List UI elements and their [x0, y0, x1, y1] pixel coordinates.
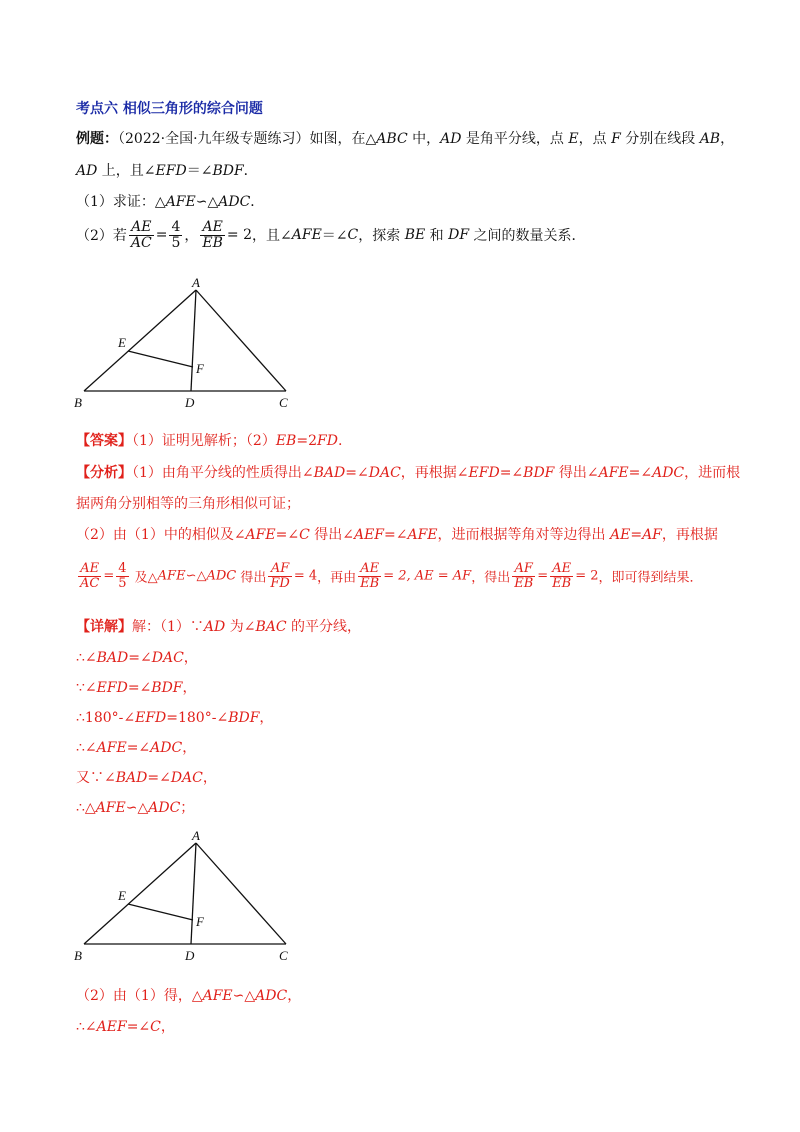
fraction-ae-eb-2 [550, 562, 573, 590]
text: BAD [115, 770, 148, 786]
text: =∠ [275, 527, 300, 543]
text: DAC [170, 770, 203, 786]
heading-text: 考点六 相似三角形的综合问题 [76, 101, 263, 117]
text: ， [183, 650, 198, 666]
segment-df: DF [448, 227, 470, 244]
text: C [299, 527, 310, 543]
numerator: AE [78, 562, 101, 577]
text: . [337, 433, 343, 449]
text: = [103, 568, 115, 584]
text: =∠ [147, 770, 171, 786]
text: = 2, AE = AF [383, 568, 472, 584]
numerator: AF [268, 562, 291, 577]
text: AF [642, 527, 662, 543]
example-line-2 [76, 160, 258, 180]
text: ∴∠ [76, 1019, 97, 1035]
denominator: AC [80, 575, 100, 591]
text: 又∵∠ [76, 770, 116, 786]
text: （2）由（1）中的相似及∠ [76, 527, 246, 543]
text: ， [160, 1019, 175, 1035]
numerator: AE [129, 220, 154, 236]
detail-line-3 [76, 677, 197, 697]
label-c: C [279, 948, 288, 963]
analysis-line-1 [76, 462, 740, 482]
text: ，点 [578, 131, 612, 147]
detail-line-6 [76, 767, 217, 787]
text: ADC [148, 800, 181, 816]
text: ，探索 [358, 228, 405, 245]
text: =∠ [126, 1019, 151, 1035]
text: ． [243, 163, 258, 179]
text: = [537, 568, 549, 584]
text: AFE [245, 527, 276, 543]
triangle-figure-1 [70, 275, 300, 415]
text: 解：（1）∵ [132, 619, 204, 635]
text: AFE [96, 740, 127, 756]
text: 得出∠ [554, 465, 599, 481]
text: =∠ [345, 465, 369, 481]
angle-efd: EFD [155, 163, 187, 179]
detail-line-1 [76, 616, 361, 636]
text: ，再由 [317, 570, 357, 586]
text: ∴∠ [76, 740, 97, 756]
side-ac [196, 843, 286, 944]
fraction-4-5 [116, 562, 128, 590]
denominator: 5 [118, 575, 127, 591]
angle-afe: AFE [291, 227, 322, 244]
segment-ad: AD [440, 131, 462, 147]
text: BDF [228, 710, 260, 726]
text: AEF [96, 1019, 127, 1035]
text: 据两角分别相等的三角形相似可证； [76, 496, 300, 512]
text: 为∠ [225, 619, 256, 635]
text: （1）证明见解析；（2） [132, 433, 276, 449]
fraction-ae-ac [129, 220, 154, 250]
fraction-af-eb [512, 562, 535, 590]
point-f: F [611, 131, 621, 147]
text: = 4 [293, 568, 318, 584]
angle-c: C [347, 227, 359, 244]
denominator: FD [270, 575, 290, 591]
text: ＝∠ [321, 228, 348, 245]
text: EFD [96, 680, 128, 696]
text: DAC [151, 650, 184, 666]
denominator: EB [552, 575, 572, 591]
text: DAC [368, 465, 401, 481]
label-f: F [196, 361, 204, 376]
detail-line-2 [76, 647, 198, 667]
side-ab [84, 290, 196, 391]
text: = [155, 227, 168, 244]
text: =∠ [384, 527, 408, 543]
text: ∽△ [232, 988, 256, 1004]
text: ，进而根据等角对等边得出 [437, 527, 610, 543]
text: ，进而根 [684, 465, 741, 481]
text: （1）求证：△ [76, 194, 166, 210]
text: AFE [157, 568, 186, 584]
text: ADC [206, 568, 237, 584]
text: 分别在线段 [620, 131, 700, 147]
text: ∵∠ [76, 680, 97, 696]
text: ，再根据 [661, 527, 718, 543]
label-c: C [279, 395, 288, 410]
text: ∴180°-∠ [76, 710, 136, 726]
fraction-ae-eb [358, 562, 381, 590]
analysis-line-4 [76, 562, 703, 590]
text: AE [609, 527, 631, 543]
analysis-line-3 [76, 524, 718, 544]
angle-bdf: BDF [212, 163, 244, 179]
label-b: B [74, 948, 82, 963]
text: ， [287, 988, 302, 1004]
text: =∠ [128, 650, 152, 666]
segment-ef [128, 351, 193, 367]
label-a: A [192, 275, 200, 290]
text: 和 [425, 228, 449, 245]
text: =∠ [499, 465, 524, 481]
detail-line-9 [76, 1016, 175, 1036]
text: = [630, 527, 643, 543]
text: 中， [407, 131, 441, 147]
text: ． [250, 194, 265, 210]
point-e: E [568, 131, 579, 147]
segment-ab: AB [699, 131, 721, 147]
label-a: A [192, 828, 200, 843]
text: ∽△ [185, 568, 207, 584]
section-heading [76, 98, 263, 118]
detail-tag: 【详解】 [76, 619, 132, 635]
text: ， [182, 740, 197, 756]
text: ； [180, 800, 195, 816]
fraction-ae-ac [78, 562, 101, 590]
text: =∠ [127, 680, 152, 696]
text: AD [203, 619, 226, 635]
text: BAD [313, 465, 346, 481]
text: AFE [407, 527, 438, 543]
text: 上，且∠ [97, 163, 156, 179]
text: ∽△ [125, 800, 149, 816]
numerator: AE [200, 220, 225, 236]
detail-line-4 [76, 707, 273, 727]
text: BAD [96, 650, 129, 666]
text: EFD [468, 465, 500, 481]
text: ， [184, 228, 199, 245]
triangle-afe: AFE [165, 194, 196, 210]
fraction-4-5 [169, 220, 182, 250]
text: BDF [523, 465, 555, 481]
example-line-1 [76, 128, 734, 148]
label-e: E [118, 335, 126, 350]
text: 的平分线， [286, 619, 362, 635]
text: ADC [150, 740, 183, 756]
triangle-adc: ADC [218, 194, 251, 210]
text: ， [259, 710, 274, 726]
label-e: E [118, 888, 126, 903]
example-source: （2022·全国·九年级专题练习）如图，在△ [118, 131, 377, 147]
segment-ad: AD [76, 163, 98, 179]
text: BAC [255, 619, 287, 635]
text: 得出 [236, 570, 267, 586]
segment-be: BE [404, 227, 426, 244]
numerator: AF [512, 562, 535, 577]
text: AFE [598, 465, 629, 481]
denominator: 5 [171, 234, 181, 251]
text: =∠ [628, 465, 653, 481]
answer-line [76, 430, 342, 450]
text: ＝∠ [186, 163, 213, 179]
text: =2 [296, 433, 317, 449]
detail-line-8 [76, 985, 301, 1005]
numerator: 4 [171, 219, 181, 235]
text: =180°-∠ [166, 710, 229, 726]
text: = 2 [575, 568, 599, 584]
numerator: AE [358, 562, 381, 577]
triangle-figure-2 [70, 828, 300, 968]
label-d: D [185, 948, 195, 963]
fraction-ae-eb [200, 220, 225, 250]
label-b: B [74, 395, 82, 410]
denominator: EB [514, 575, 534, 591]
text: 之间的数量关系． [469, 228, 586, 245]
text: EFD [135, 710, 167, 726]
text: FD [316, 433, 338, 449]
text: =∠ [126, 740, 151, 756]
analysis-tag: 【分析】 [76, 465, 132, 481]
text: = 2 [226, 227, 253, 244]
text: C [150, 1019, 161, 1035]
text: AFE [95, 800, 126, 816]
numerator: AE [550, 562, 573, 577]
text: 是角平分线，点 [461, 131, 569, 147]
detail-line-7 [76, 797, 194, 817]
text: ， [202, 770, 217, 786]
numerator: 4 [118, 561, 127, 576]
text: ，得出 [471, 570, 511, 586]
analysis-line-2 [76, 493, 300, 513]
question-1 [76, 191, 264, 211]
text: ，即可得到结果． [598, 570, 703, 586]
text: （1）由角平分线的性质得出∠ [132, 465, 314, 481]
side-ac [196, 290, 286, 391]
text: ，且∠ [252, 228, 292, 245]
text: ， [720, 131, 735, 147]
label-d: D [185, 395, 195, 410]
text: ∴△ [76, 800, 96, 816]
fraction-af-fd [268, 562, 291, 590]
text: ∴∠ [76, 650, 97, 666]
label-f: F [196, 914, 204, 929]
segment-ef [128, 904, 193, 920]
side-ab [84, 843, 196, 944]
text: EB [275, 433, 297, 449]
text: ∽△ [195, 194, 219, 210]
answer-tag: 【答案】 [76, 433, 132, 449]
text: ADC [652, 465, 685, 481]
text: AEF [353, 527, 385, 543]
text: ， [182, 680, 197, 696]
text: BDF [151, 680, 183, 696]
question-2 [76, 220, 586, 250]
text: ，再根据∠ [400, 465, 469, 481]
detail-line-5 [76, 737, 196, 757]
text: 及△ [130, 570, 158, 586]
text: 得出∠ [309, 527, 354, 543]
text: （2）若 [76, 228, 127, 245]
triangle-abc: ABC [376, 131, 408, 147]
denominator: EB [360, 575, 380, 591]
denominator: EB [202, 234, 223, 251]
text: AFE [202, 988, 233, 1004]
text: （2）由（1）得，△ [76, 988, 203, 1004]
denominator: AC [130, 234, 152, 251]
text: ADC [255, 988, 288, 1004]
example-label: 例题： [76, 131, 118, 147]
